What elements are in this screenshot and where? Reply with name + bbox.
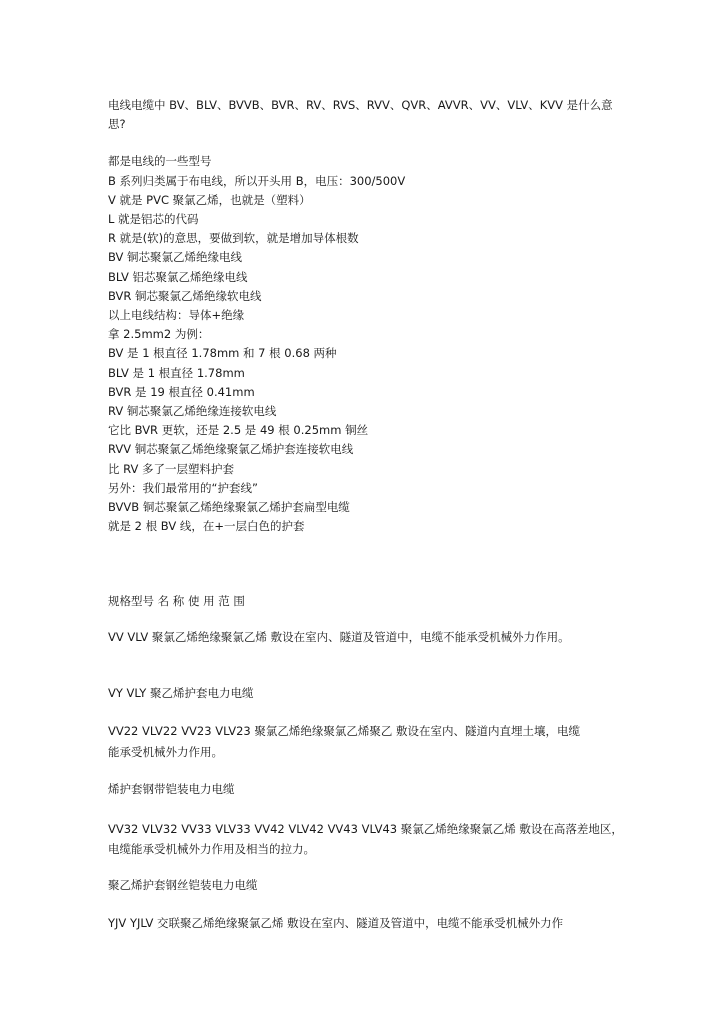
table-row-continued: 能承受机械外力作用。 xyxy=(108,745,223,759)
text-line: BVR 是 19 根直径 0.41mm xyxy=(108,384,255,399)
table-header: 规格型号 名 称 使 用 范 围 xyxy=(108,594,245,608)
text-line: R 就是(软)的意思，要做到软，就是增加导体根数 xyxy=(108,231,359,246)
text-line: V 就是 PVC 聚氯乙烯，也就是（塑料） xyxy=(108,192,311,207)
table-row: 聚乙烯护套钢丝铠装电力电缆 xyxy=(108,878,258,892)
text-line: L 就是铝芯的代码 xyxy=(108,212,199,227)
text-line: BVR 铜芯聚氯乙烯绝缘软电线 xyxy=(108,288,262,303)
text-line: 就是 2 根 BV 线，在+一层白色的护套 xyxy=(108,519,305,534)
text-line: RVV 铜芯聚氯乙烯绝缘聚氯乙烯护套连接软电线 xyxy=(108,442,354,457)
text-line: B 系列归类属于布电线，所以开头用 B，电压：300/500V xyxy=(108,173,406,188)
table-row: VY VLY 聚乙烯护套电力电缆 xyxy=(108,686,254,700)
text-line: BV 铜芯聚氯乙烯绝缘电线 xyxy=(108,250,243,265)
text-line: BV 是 1 根直径 1.78mm 和 7 根 0.68 两种 xyxy=(108,346,337,361)
table-row: VV32 VLV32 VV33 VLV33 VV42 VLV42 VV43 VLV43 聚氯乙烯绝缘聚氯乙烯 敷设在高落差地区， xyxy=(108,822,623,836)
table-row: VV VLV 聚氯乙烯绝缘聚氯乙烯 敷设在室内、隧道及管道中，电缆不能承受机械外力作用。 xyxy=(108,630,570,644)
table-row: YJV YJLV 交联聚乙烯绝缘聚氯乙烯 敷设在室内、隧道及管道中，电缆不能承受机械外力作 xyxy=(108,916,564,930)
text-line: 都是电线的一些型号 xyxy=(108,154,212,169)
text-line: RV 铜芯聚氯乙烯绝缘连接软电线 xyxy=(108,404,277,419)
text-line: 另外：我们最常用的“护套线” xyxy=(108,480,258,495)
table-row-continued: 电缆能承受机械外力作用及相当的拉力。 xyxy=(108,842,315,856)
text-line: BLV 铝芯聚氯乙烯绝缘电线 xyxy=(108,269,248,284)
title-line-continued: 思? xyxy=(108,117,126,132)
text-line: 拿 2.5mm2 为例： xyxy=(108,327,210,342)
text-line: BVVB 铜芯聚氯乙烯绝缘聚氯乙烯护套扁型电缆 xyxy=(108,500,350,515)
text-line: 它比 BVR 更软，还是 2.5 是 49 根 0.25mm 铜丝 xyxy=(108,423,369,438)
text-line: BLV 是 1 根直径 1.78mm xyxy=(108,365,245,380)
table-row: VV22 VLV22 VV23 VLV23 聚氯乙烯绝缘聚氯乙烯聚乙 敷设在室内、隧道内直埋土壤，电缆 xyxy=(108,724,581,738)
table-row: 烯护套钢带铠装电力电缆 xyxy=(108,782,235,796)
text-line: 以上电线结构：导体+绝缘 xyxy=(108,308,245,323)
document-body xyxy=(108,96,648,536)
text-line: 比 RV 多了一层塑料护套 xyxy=(108,461,235,476)
title-line: 电线电缆中 BV、BLV、BVVB、BVR、RV、RVS、RVV、QVR、AVVR、VV、VLV、KVV 是什么意 xyxy=(108,98,613,112)
